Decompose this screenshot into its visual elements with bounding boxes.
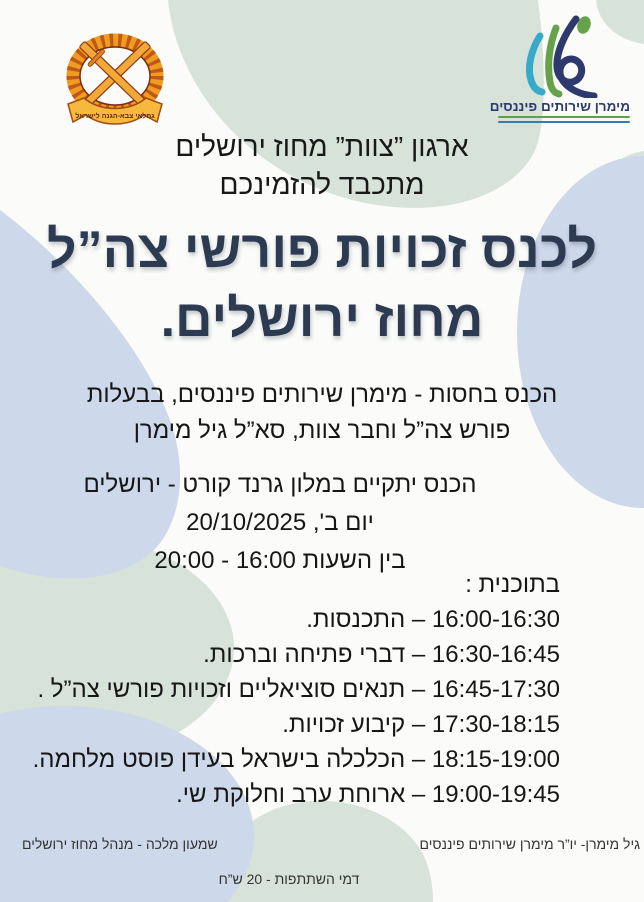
logo-underline-green bbox=[498, 116, 630, 118]
logo-underline-blue bbox=[498, 121, 630, 123]
signature-district-manager: שמעון מלכה - מנהל מחוז ירושלים bbox=[22, 836, 218, 852]
agenda-time: 18:15-19:00 bbox=[431, 746, 560, 773]
idf-veterans-emblem-icon bbox=[60, 26, 170, 136]
emblem-ribbon bbox=[68, 98, 162, 124]
agenda-item bbox=[33, 602, 560, 637]
agenda-time: 16:45-17:30 bbox=[431, 676, 560, 703]
agenda-item bbox=[33, 777, 560, 812]
agenda-list bbox=[33, 602, 560, 812]
mimran-logo-text: מימרן שירותים פיננסים bbox=[489, 99, 630, 114]
hours-line: בין השעות 16:00 - 20:00 bbox=[154, 547, 406, 574]
venue-line: הכנס יתקיים במלון גרנד קורט - ירושלים bbox=[83, 471, 477, 498]
sponsor-line-1: הכנס בחסות - מימרן שירותים פיננסים, בבעלות bbox=[86, 381, 558, 408]
agenda-activity: הכלכלה בישראל בעידן פוסט מלחמה. bbox=[32, 746, 406, 773]
organizer-intro bbox=[0, 128, 644, 204]
invitation-line: מתכבד להזמינכם bbox=[219, 169, 425, 200]
agenda-time: 17:30-18:15 bbox=[431, 711, 560, 738]
organizer-line: ארגון ”צוות” מחוז ירושלים bbox=[175, 131, 469, 162]
title-line-1: לכנס זכויות פורשי צה”ל bbox=[46, 221, 598, 279]
agenda-item bbox=[33, 672, 560, 707]
agenda-activity: תנאים סוציאליים וזכויות פורשי צה”ל . bbox=[37, 676, 406, 703]
event-details bbox=[0, 466, 560, 580]
agenda-time: 16:30-16:45 bbox=[431, 641, 560, 668]
crossed-sword-and-branch bbox=[79, 41, 151, 111]
agenda-activity: דברי פתיחה וברכות. bbox=[203, 641, 406, 668]
agenda-separator: – bbox=[405, 676, 432, 703]
participation-fee: דמי השתתפות - 20 ש”ח bbox=[218, 871, 360, 887]
agenda-activity: קיבוע זכויות. bbox=[282, 711, 406, 738]
mimran-logo-mark-icon bbox=[504, 14, 624, 98]
agenda-activity: ארוחת ערב וחלוקת שי. bbox=[176, 781, 406, 808]
agenda-item bbox=[33, 742, 560, 777]
agenda-time: 19:00-19:45 bbox=[431, 781, 560, 808]
agenda-time: 16:00-16:30 bbox=[431, 606, 560, 633]
agenda-separator: – bbox=[405, 711, 432, 738]
title-line-2: מחוז ירושלים. bbox=[160, 290, 484, 348]
signature-chairman: גיל מימרן- יו”ר מימרן שירותים פיננסים bbox=[419, 836, 640, 852]
agenda-separator: – bbox=[405, 781, 432, 808]
event-title bbox=[0, 216, 644, 354]
mimran-logo bbox=[489, 14, 630, 123]
agenda-item bbox=[33, 707, 560, 742]
agenda-heading: בתוכנית : bbox=[465, 571, 560, 598]
sponsor-line-2: פורש צה”ל וחבר צוות, סא”ל גיל מימרן bbox=[133, 417, 511, 444]
emblem-ribbon-text: גמלאי צבא-הגנה לישראל bbox=[75, 113, 155, 120]
agenda-separator: – bbox=[405, 641, 432, 668]
agenda-separator: – bbox=[405, 746, 432, 773]
agenda-item bbox=[33, 637, 560, 672]
agenda-separator: – bbox=[405, 606, 432, 633]
agenda-activity: התכנסות. bbox=[306, 606, 406, 633]
date-line: יום ב', 20/10/2025 bbox=[186, 509, 374, 536]
sponsor-text bbox=[0, 377, 644, 449]
